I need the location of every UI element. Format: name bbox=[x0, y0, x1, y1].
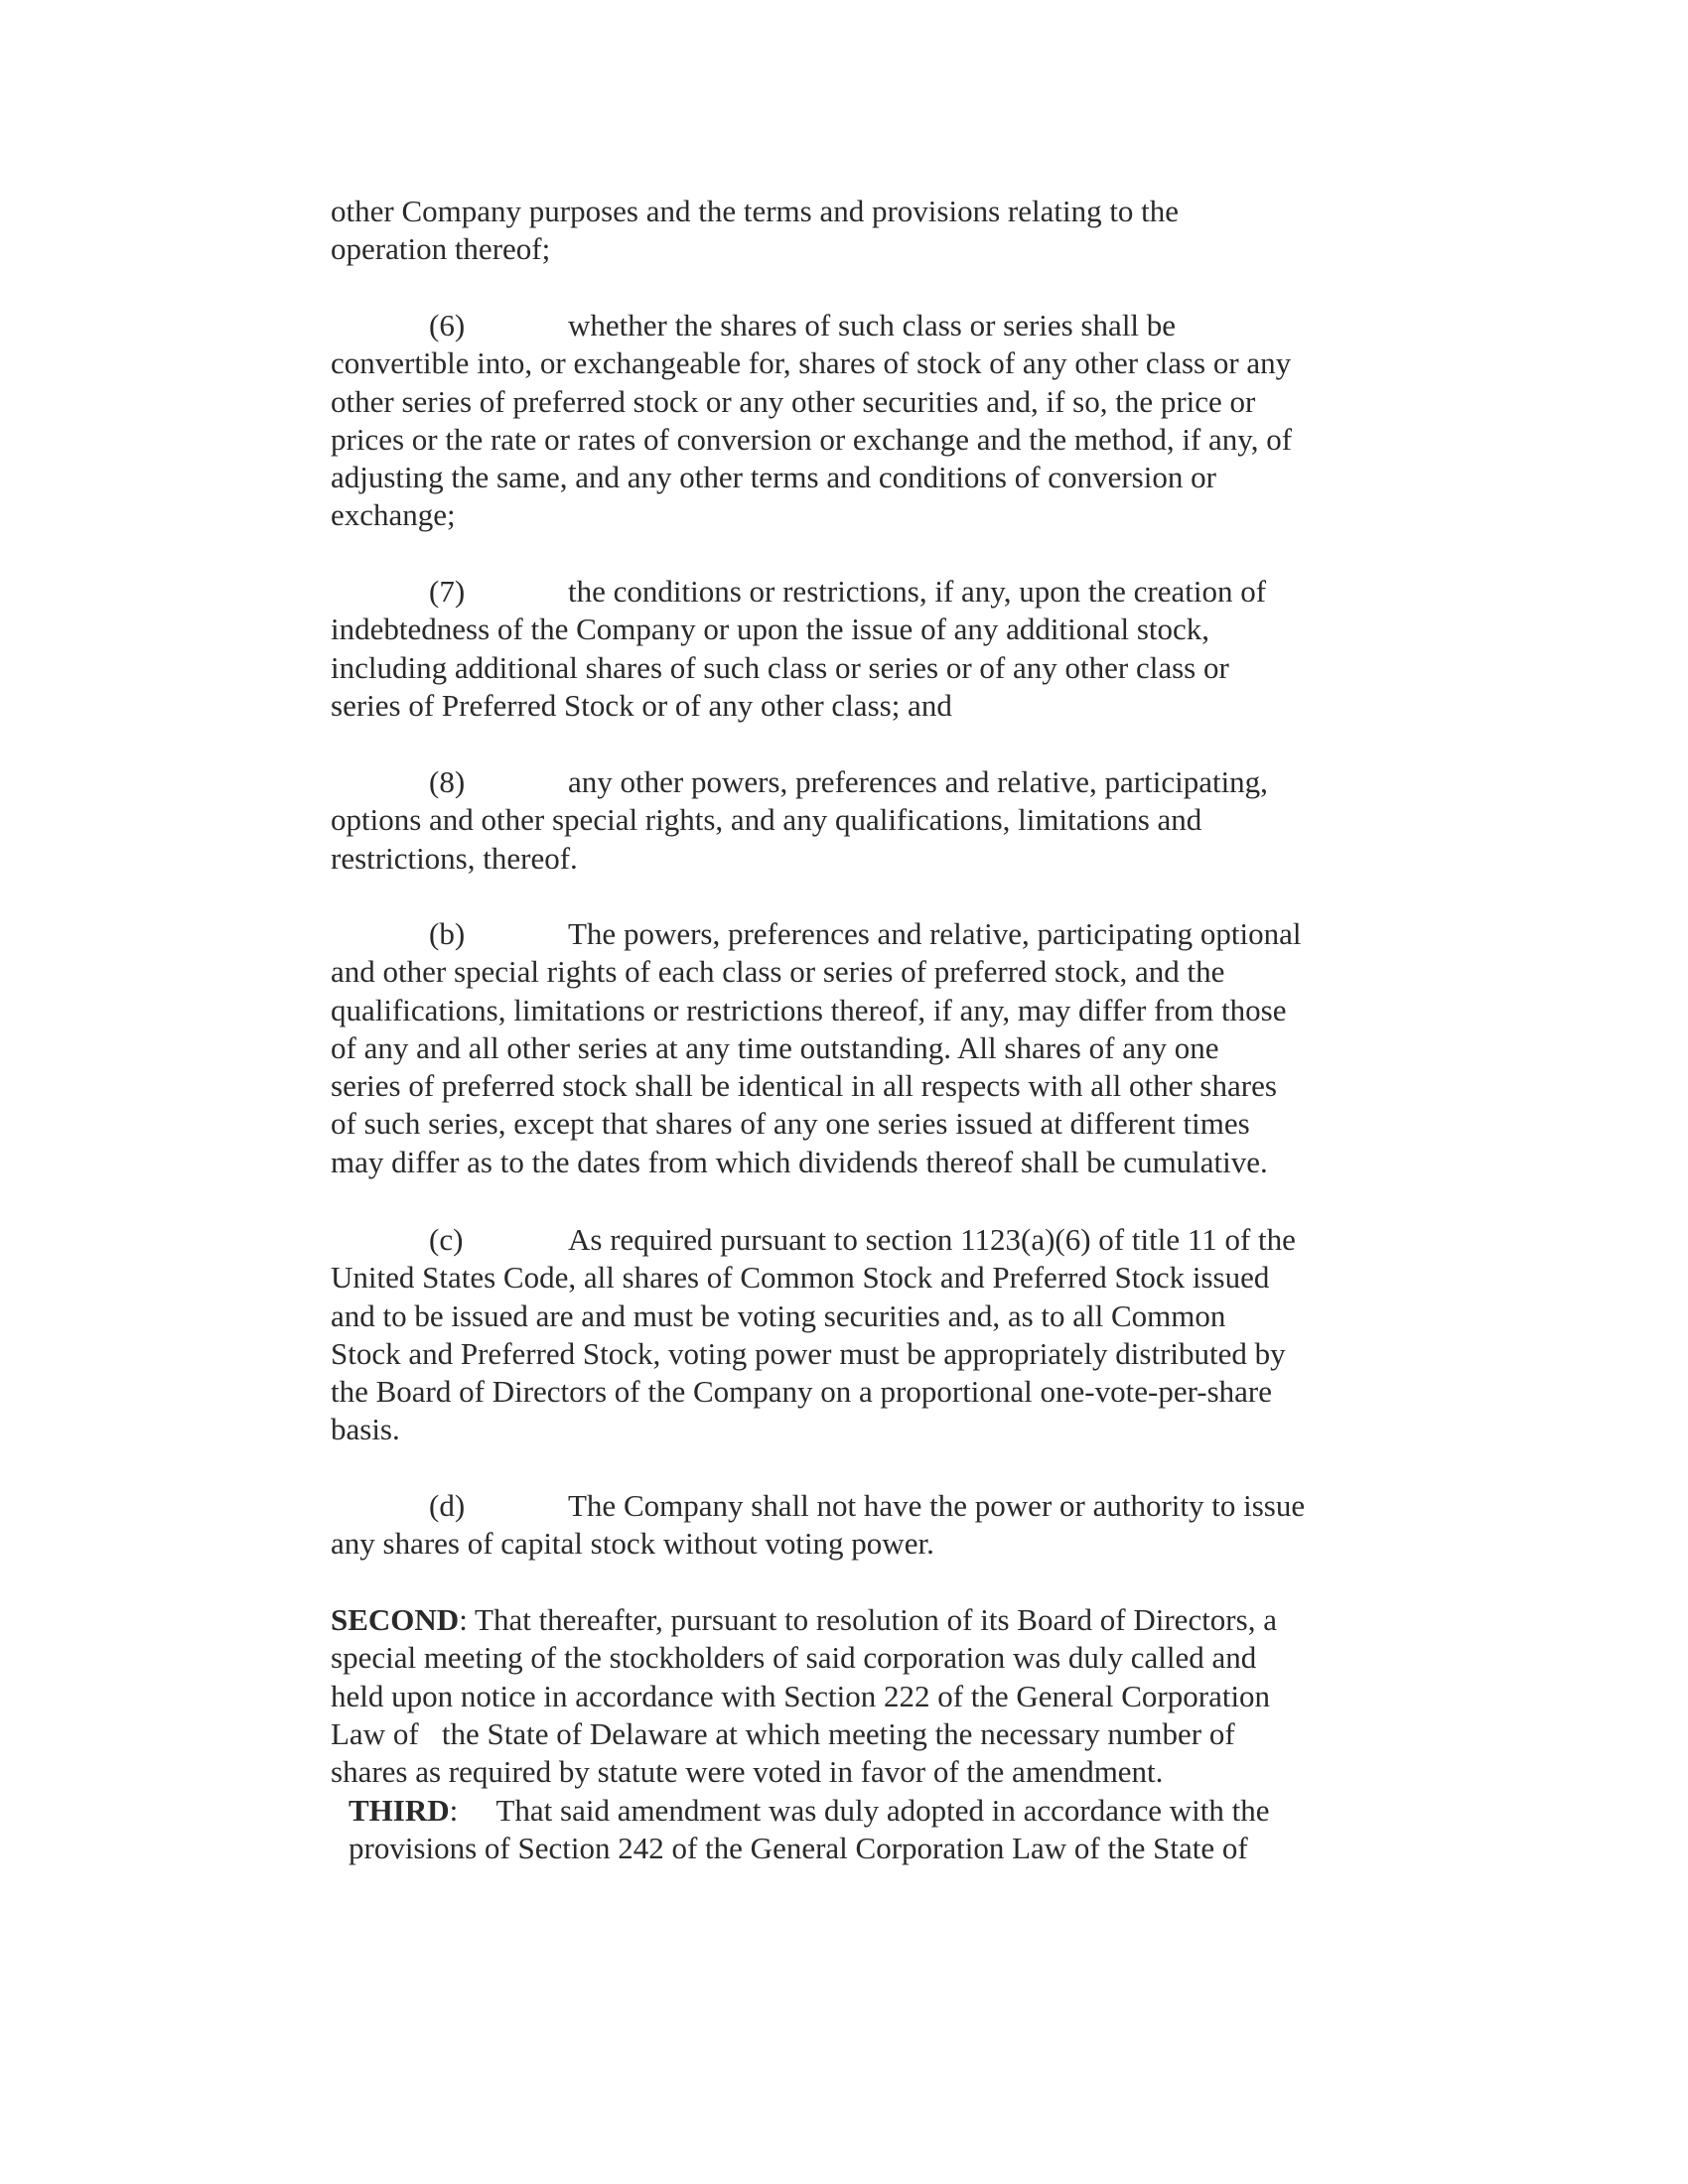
text-line: series of preferred stock shall be identical in all respects with all other shares bbox=[331, 1068, 1277, 1104]
text-line: adjusting the same, and any other terms and conditions of conversion or bbox=[331, 460, 1216, 495]
text-line: and other special rights of each class or series of preferred stock, and the bbox=[331, 954, 1225, 990]
paragraph-7 bbox=[331, 573, 1403, 725]
text-line bbox=[331, 1221, 1403, 1259]
text-line: of such series, except that shares of any one series issued at different times bbox=[331, 1106, 1250, 1142]
text-span: any other powers, preferences and relative, participating, bbox=[568, 764, 1268, 799]
text-line: qualifications, limitations or restrictions thereof, if any, may differ from those bbox=[331, 992, 1287, 1027]
text-line: including additional shares of such class or series or of any other class or bbox=[331, 649, 1229, 685]
text-line: prices or the rate or rates of conversion or exchange and the method, if any, of bbox=[331, 421, 1293, 457]
text-line: the Board of Directors of the Company on a proportional one-vote-per-share bbox=[331, 1374, 1273, 1410]
text-line: and to be issued are and must be voting securities and, as to all Common bbox=[331, 1297, 1226, 1333]
text-line bbox=[331, 1487, 1403, 1525]
text-span: whether the shares of such class or series shall be bbox=[568, 308, 1177, 342]
text-line bbox=[331, 915, 1403, 953]
text-span: The Company shall not have the power or authority to issue bbox=[568, 1488, 1306, 1523]
text-line: special meeting of the stockholders of said corporation was duly called and bbox=[331, 1640, 1257, 1676]
text-line: provisions of Section 242 of the General Corporation Law of the State of bbox=[349, 1831, 1248, 1866]
paragraph-8 bbox=[331, 763, 1403, 878]
paragraph-second bbox=[331, 1601, 1403, 1791]
text-line: Stock and Preferred Stock, voting power must be appropriately distributed by bbox=[331, 1335, 1286, 1371]
text-line: basis. bbox=[331, 1412, 400, 1447]
text-line bbox=[349, 1792, 1421, 1830]
paragraph-6 bbox=[331, 307, 1403, 535]
item-number: (c) bbox=[429, 1222, 464, 1257]
text-line: any shares of capital stock without voting power. bbox=[331, 1526, 934, 1562]
text-line: indebtedness of the Company or upon the issue of any additional stock, bbox=[331, 612, 1210, 647]
paragraph-third bbox=[349, 1792, 1421, 1868]
text-line: may differ as to the dates from which dividends thereof shall be cumulative. bbox=[331, 1144, 1268, 1179]
text-span: As required pursuant to section 1123(a)(6) of title 11 of the bbox=[568, 1222, 1296, 1257]
section-label: THIRD bbox=[349, 1793, 450, 1828]
text-span: The powers, preferences and relative, participating optional bbox=[568, 916, 1302, 951]
text-line: United States Code, all shares of Common Stock and Preferred Stock issued bbox=[331, 1260, 1270, 1296]
text-span: : That said amendment was duly adopted in accordance with the bbox=[449, 1793, 1270, 1828]
text-line: Law of the State of Delaware at which meeting the necessary number of bbox=[331, 1715, 1235, 1751]
text-line bbox=[331, 1601, 1403, 1639]
text-line: options and other special rights, and any qualifications, limitations and bbox=[331, 802, 1202, 838]
text-line: operation thereof; bbox=[331, 231, 551, 267]
text-line bbox=[331, 573, 1403, 611]
text-line: other Company purposes and the terms and provisions relating to the bbox=[331, 194, 1180, 228]
text-span: the conditions or restrictions, if any, upon the creation of bbox=[568, 574, 1267, 609]
text-line: restrictions, thereof. bbox=[331, 840, 578, 876]
text-line: shares as required by statute were voted in favor of the amendment. bbox=[331, 1754, 1164, 1790]
text-line: held upon notice in accordance with Section 222 of the General Corporation bbox=[331, 1678, 1271, 1713]
text-line: other series of preferred stock or any other securities and, if so, the price or bbox=[331, 383, 1256, 419]
text-line: of any and all other series at any time outstanding. All shares of any one bbox=[331, 1029, 1219, 1065]
item-number: (8) bbox=[429, 764, 466, 799]
text-span: : That thereafter, pursuant to resolution of its Board of Directors, a bbox=[459, 1602, 1277, 1637]
text-line bbox=[331, 763, 1403, 801]
paragraph-b bbox=[331, 915, 1403, 1181]
text-line bbox=[331, 307, 1403, 344]
paragraph-c bbox=[331, 1221, 1403, 1449]
item-number: (7) bbox=[429, 574, 466, 609]
item-number: (b) bbox=[429, 916, 466, 951]
text-line: convertible into, or exchangeable for, shares of stock of any other class or any bbox=[331, 345, 1292, 381]
paragraph-continuation bbox=[331, 193, 1403, 269]
section-label: SECOND bbox=[331, 1602, 460, 1637]
item-number: (6) bbox=[429, 308, 466, 342]
paragraph-d bbox=[331, 1487, 1403, 1564]
text-line: exchange; bbox=[331, 497, 456, 533]
text-line: series of Preferred Stock or of any other class; and bbox=[331, 687, 952, 723]
item-number: (d) bbox=[429, 1488, 466, 1523]
